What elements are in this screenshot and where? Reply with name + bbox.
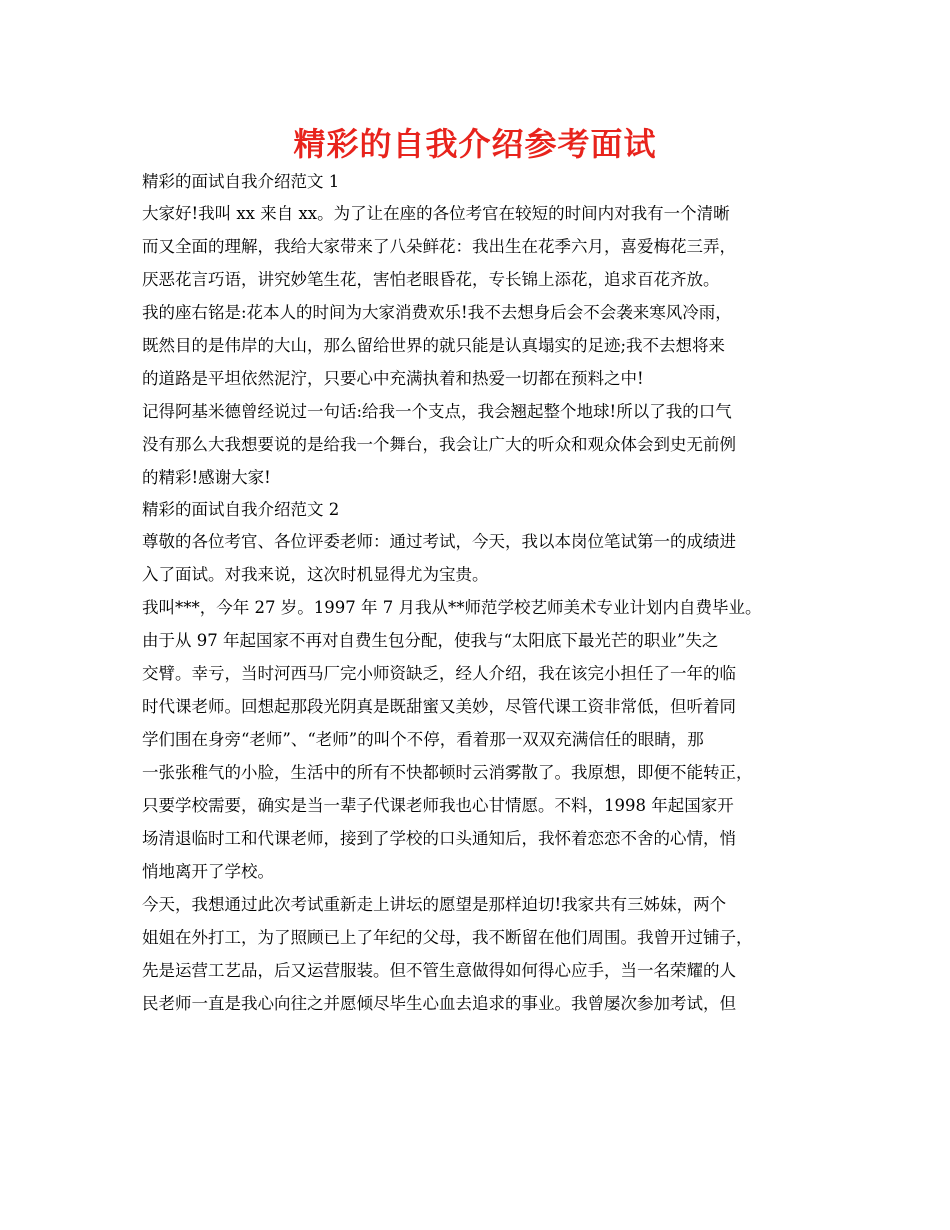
- paragraph-line: 一张张稚气的小脸，生活中的所有不快都顿时云消雾散了。我原想，即便不能转正，: [142, 763, 753, 782]
- paragraph-line: 时代课老师。回想起那段光阴真是既甜蜜又美妙，尽管代课工资非常低，但听着同: [142, 697, 736, 716]
- paragraph-line: 入了面试。对我来说，这次时机显得尤为宝贵。: [142, 565, 489, 584]
- paragraph-line: 我叫***，今年 27 岁。1997 年 7 月我从**师范学校艺师美术专业计划内自费毕业。: [142, 598, 762, 617]
- paragraph-line: 只要学校需要，确实是当一辈子代课老师我也心甘情愿。不料，1998 年起国家开: [142, 796, 734, 815]
- paragraph-line: 大家好!我叫 xx 来自 xx。为了让在座的各位考官在较短的时间内对我有一个清晰: [142, 204, 730, 223]
- paragraph-line: 没有那么大我想要说的是给我一个舞台，我会让广大的听众和观众体会到史无前例: [142, 435, 736, 454]
- paragraph-line: 交臂。幸亏，当时河西马厂完小师资缺乏，经人介绍，我在该完小担任了一年的临: [142, 664, 736, 683]
- paragraph-line: 记得阿基米德曾经说过一句话:给我一个支点，我会翘起整个地球!所以了我的口气: [142, 402, 732, 421]
- paragraph-line: 厌恶花言巧语，讲究妙笔生花，害怕老眼昏花，专长锦上添花，追求百花齐放。: [142, 270, 720, 289]
- document-title: 精彩的自我介绍参考面试: [293, 125, 657, 163]
- section-heading-1: 精彩的面试自我介绍范文 1: [142, 172, 340, 191]
- paragraph-line: 姐姐在外打工，为了照顾已上了年纪的父母，我不断留在他们周围。我曾开过铺子，: [142, 928, 753, 947]
- section-heading-2: 精彩的面试自我介绍范文 2: [142, 500, 340, 519]
- paragraph-line: 民老师一直是我心向往之并愿倾尽毕生心血去追求的事业。我曾屡次参加考试，但: [142, 994, 736, 1013]
- paragraph-line: 而又全面的理解，我给大家带来了八朵鲜花：我出生在花季六月，喜爱梅花三弄，: [142, 237, 736, 256]
- paragraph-line: 学们围在身旁“老师”、“老师”的叫个不停，看着那一双双充满信任的眼睛，那: [142, 730, 704, 749]
- paragraph-line: 我的座右铭是:花本人的时间为大家消费欢乐!我不去想身后会不会袭来寒风冷雨，: [142, 303, 732, 322]
- paragraph-line: 既然目的是伟岸的大山，那么留给世界的就只能是认真塌实的足迹;我不去想将来: [142, 336, 726, 355]
- document-body: [142, 166, 822, 1020]
- paragraph-line: 的精彩!感谢大家!: [142, 468, 271, 487]
- paragraph-line: 悄地离开了学校。: [142, 862, 274, 881]
- paragraph-line: 的道路是平坦依然泥泞，只要心中充满执着和热爱一切都在预料之中!: [142, 369, 644, 388]
- paragraph-line: 先是运营工艺品，后又运营服装。但不管生意做得如何得心应手，当一名荣耀的人: [142, 961, 736, 980]
- paragraph-line: 由于从 97 年起国家不再对自费生包分配，使我与“太阳底下最光芒的职业”失之: [142, 631, 719, 650]
- paragraph-line: 场清退临时工和代课老师，接到了学校的口头通知后，我怀着恋恋不舍的心情，悄: [142, 829, 736, 848]
- paragraph-line: 今天，我想通过此次考试重新走上讲坛的愿望是那样迫切!我家共有三姊妹，两个: [142, 895, 727, 914]
- paragraph-line: 尊敬的各位考官、各位评委老师：通过考试，今天，我以本岗位笔试第一的成绩进: [142, 532, 736, 551]
